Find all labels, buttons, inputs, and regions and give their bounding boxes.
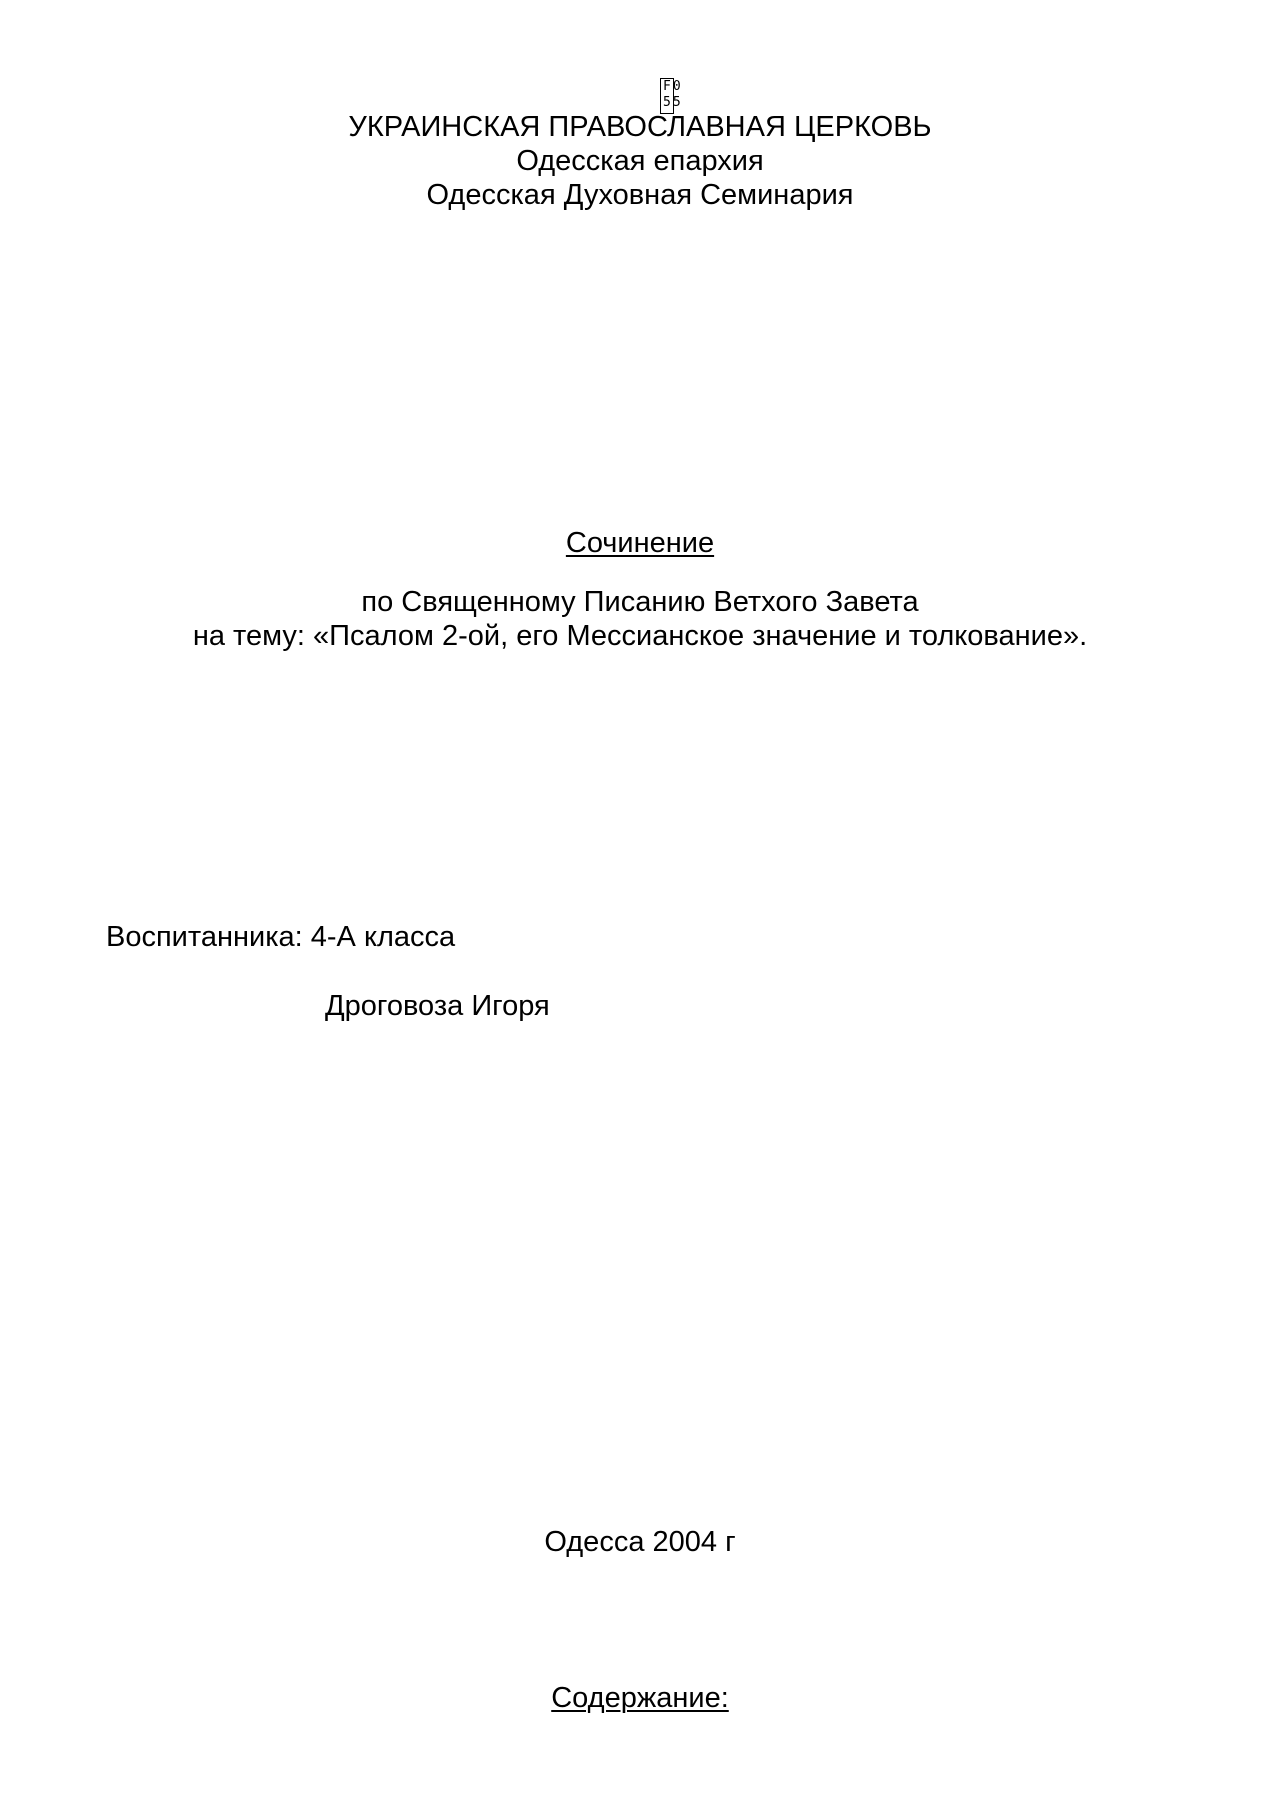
place-year: Одесса 2004 г (544, 1526, 736, 1558)
contents-heading: Содержание: (551, 1682, 729, 1714)
title-heading-row (0, 526, 1280, 560)
title-subject: по Священному Писанию Ветхого Завета (361, 586, 919, 618)
missing-glyph-icon (660, 78, 682, 114)
author-name: Дроговоза Игоря (325, 990, 550, 1022)
author-label: Воспитанника: 4-А класса (106, 921, 456, 953)
contents-heading-row (0, 1681, 1280, 1715)
title-heading: Сочинение (565, 527, 715, 559)
missing-glyph-code-bottom: 55 (663, 95, 683, 110)
missing-glyph-code-top: F0 (663, 79, 683, 94)
seminary-name: Одесская Духовная Семинария (426, 179, 854, 211)
church-name: УКРАИНСКАЯ ПРАВОСЛАВНАЯ ЦЕРКОВЬ (348, 111, 932, 143)
title-topic: на тему: «Псалом 2-ой, его Мессианское значение и толкование». (192, 620, 1088, 652)
eparchy-name: Одесская епархия (516, 145, 764, 177)
